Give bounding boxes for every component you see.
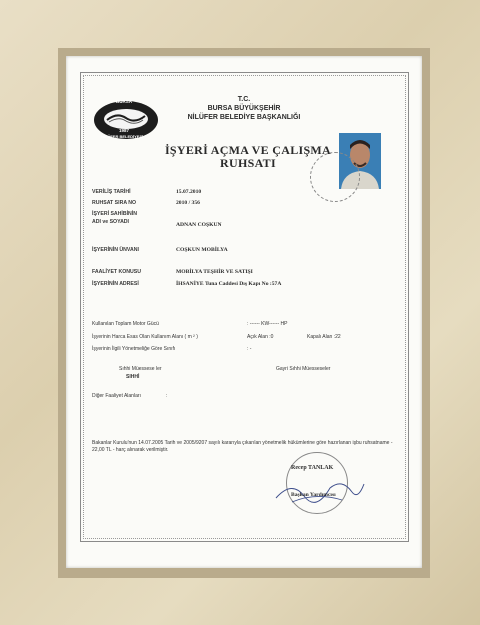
field-label-license-no: RUHSAT SIRA NO <box>92 200 137 206</box>
logo-top-text: BURSA <box>116 99 133 104</box>
logo-year: 1987 <box>119 128 130 133</box>
field-value-name: ADNAN COŞKUN <box>176 222 222 228</box>
legal-note: Bakanlar Kurulu'nun 14.07.2005 Tarih ve 2005/9207 sayılı kararıyla çıkarılan yönetmelik hükümlerine göre hazırlanan işbu ruhsatname - 22,00 TL - harç alınarak verilmiştir. <box>92 440 393 453</box>
closed-area-value: Kapalı Alan :22 <box>307 334 341 340</box>
document-title-line2: RUHSATI <box>220 156 276 170</box>
document-title: İŞYERİ AÇMA VE ÇALIŞMA <box>164 143 332 157</box>
field-value-license-no: 2010 / 356 <box>176 200 200 206</box>
sanitary-label: Sıhhi Müessese ler <box>119 366 162 372</box>
field-value-activity: MOBİLYA TEŞHİR VE SATIŞI <box>176 269 253 275</box>
regulation-class-value: : - <box>247 346 252 352</box>
regulation-class-label: İşyerinin İlgili Yönetmeliğe Göre Sınıfı <box>92 346 176 352</box>
field-label-address: İŞYERİNİN ADRESİ <box>92 281 139 287</box>
signatory-name: Recep TANLAK <box>291 465 334 471</box>
header-municipality: NİLÜFER BELEDİYE BAŞKANLIĞI <box>187 114 301 121</box>
non-sanitary-label: Gayri Sıhhi Müesseseler <box>276 366 331 372</box>
sanitary-value: SIHHİ <box>126 374 140 380</box>
signatory-title: Başkan Yardımcısı <box>291 492 336 498</box>
field-value-business-title: COŞKUN MOBİLYA <box>176 247 228 253</box>
handwritten-signature <box>272 470 368 510</box>
other-activities-label: Diğer Faaliyet Alanları <box>92 393 141 399</box>
motor-power-label: Kullanılan Toplam Motor Gücü <box>92 321 159 327</box>
open-area-value: Açık Alan :0 <box>247 334 274 340</box>
motor-power-value: : ------ KW------ HP <box>247 321 288 327</box>
other-activities-value: : <box>166 393 168 399</box>
field-label-name: ADI ve SOYADI <box>92 219 129 225</box>
field-value-address: İHSANİYE Tuna Caddesi Dış Kapı No :57A <box>176 281 282 287</box>
field-label-issue-date: VERİLİŞ TARİHİ <box>92 189 131 195</box>
field-label-business-title: İŞYERİNİN ÜNVANI <box>92 247 139 253</box>
usage-area-label: İşyerinin Harca Esas Olan Kullanım Alanı ( m ² ) <box>92 334 198 340</box>
header-metropolitan: BURSA BÜYÜKŞEHİR <box>207 105 281 112</box>
logo-bottom-text: NİLÜFER BELEDİYESİ <box>101 134 144 139</box>
field-label-activity: FAALİYET KONUSU <box>92 269 141 275</box>
stamp-on-photo <box>310 152 360 202</box>
field-value-issue-date: 15.07.2010 <box>176 189 202 195</box>
header-tc: T.C. <box>237 96 251 103</box>
field-label-owner: İŞYERİ SAHİBİNİN <box>92 211 137 217</box>
